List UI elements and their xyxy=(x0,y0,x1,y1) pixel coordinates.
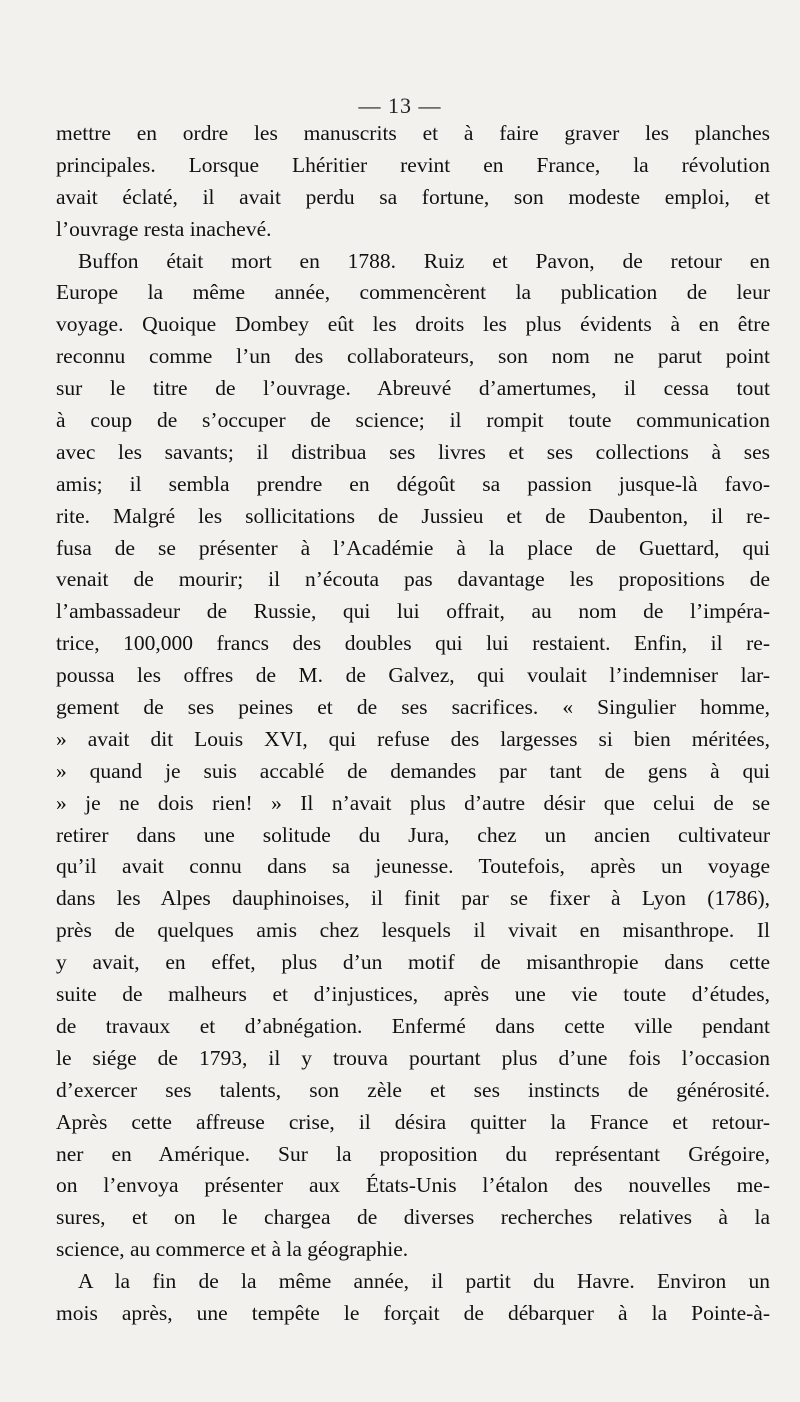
page-number: — 13 — xyxy=(358,93,442,118)
text-line: A la fin de la même année, il partit du Havre. Environ un xyxy=(78,1269,770,1294)
text-line: avec les savants; il distribua ses livres et ses collections à ses xyxy=(56,439,770,464)
text-line: Europe la même année, commencèrent la publication de leur xyxy=(56,280,770,305)
text-line: » je ne dois rien! » Il n’avait plus d’autre désir que celui de se xyxy=(56,790,770,815)
text-line: y avait, en effet, plus d’un motif de misanthropie dans cette xyxy=(56,950,770,975)
text-line: Buffon était mort en 1788. Ruiz et Pavon, de retour en xyxy=(78,248,770,273)
body-text xyxy=(56,118,770,1330)
text-line: science, au commerce et à la géographie. xyxy=(56,1237,409,1262)
text-line: sur le titre de l’ouvrage. Abreuvé d’amertumes, il cessa tout xyxy=(56,376,770,401)
text-line: qu’il avait connu dans sa jeunesse. Toutefois, après un voyage xyxy=(56,854,770,879)
text-line: près de quelques amis chez lesquels il vivait en misanthrope. Il xyxy=(56,918,770,943)
text-line: » avait dit Louis XVI, qui refuse des largesses si bien méritées, xyxy=(56,726,770,751)
text-line: l’ouvrage resta inachevé. xyxy=(56,216,272,241)
text-line: gement de ses peines et de ses sacrifices. « Singulier homme, xyxy=(56,695,770,720)
text-line: l’ambassadeur de Russie, qui lui offrait, au nom de l’impéra- xyxy=(56,599,770,624)
text-line: on l’envoya présenter aux États-Unis l’étalon des nouvelles me- xyxy=(56,1173,770,1198)
text-line: venait de mourir; il n’écouta pas davantage les propositions de xyxy=(56,567,770,592)
text-line: principales. Lorsque Lhéritier revint en France, la révolution xyxy=(56,152,770,177)
text-line: le siége de 1793, il y trouva pourtant plus d’une fois l’occasion xyxy=(56,1045,770,1070)
text-line: avait éclaté, il avait perdu sa fortune, son modeste emploi, et xyxy=(56,184,770,209)
text-line: mettre en ordre les manuscrits et à faire graver les planches xyxy=(56,121,770,145)
text-line: retirer dans une solitude du Jura, chez un ancien cultivateur xyxy=(56,822,770,847)
text-line: Après cette affreuse crise, il désira quitter la France et retour- xyxy=(56,1109,770,1134)
text-line: reconnu comme l’un des collaborateurs, son nom ne parut point xyxy=(56,344,770,369)
text-line: à coup de s’occuper de science; il rompit toute communication xyxy=(56,408,770,433)
text-line: dans les Alpes dauphinoises, il finit par se fixer à Lyon (1786), xyxy=(56,886,770,911)
text-line: suite de malheurs et d’injustices, après une vie toute d’études, xyxy=(56,982,770,1007)
text-line: amis; il sembla prendre en dégoût sa passion jusque-là favo- xyxy=(56,471,770,496)
text-line: de travaux et d’abnégation. Enfermé dans cette ville pendant xyxy=(56,1013,770,1038)
text-line: sures, et on le chargea de diverses recherches relatives à la xyxy=(56,1205,770,1230)
text-line: fusa de se présenter à l’Académie à la place de Guettard, qui xyxy=(56,535,770,560)
text-line: » quand je suis accablé de demandes par tant de gens à qui xyxy=(56,758,770,783)
text-line: poussa les offres de M. de Galvez, qui voulait l’indemniser lar- xyxy=(56,663,770,688)
text-line: d’exercer ses talents, son zèle et ses instincts de générosité. xyxy=(56,1077,770,1102)
text-line: rite. Malgré les sollicitations de Jussieu et de Daubenton, il re- xyxy=(56,503,770,528)
text-line: trice, 100,000 francs des doubles qui lui restaient. Enfin, il re- xyxy=(56,631,770,656)
text-line: ner en Amérique. Sur la proposition du représentant Grégoire, xyxy=(56,1141,770,1166)
text-line: voyage. Quoique Dombey eût les droits les plus évidents à en être xyxy=(56,312,770,337)
text-line: mois après, une tempête le forçait de débarquer à la Pointe-à- xyxy=(56,1300,770,1325)
